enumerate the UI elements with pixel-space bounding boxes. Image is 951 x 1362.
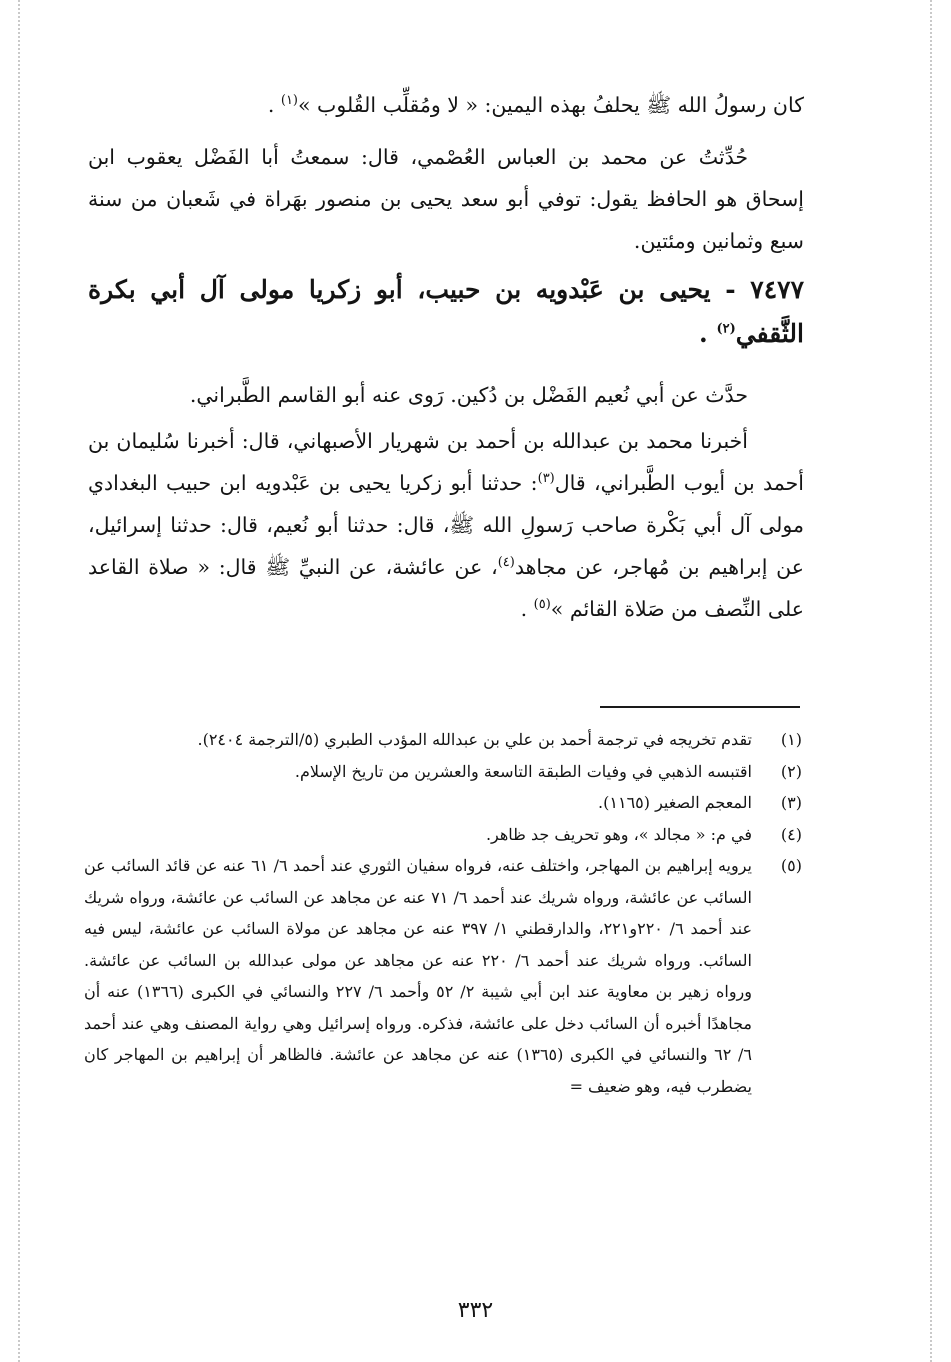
footnote — [84, 819, 802, 851]
paragraph-oath: كان رسولُ الله ﷺ يحلفُ بهذه اليمين: « لا ومُقلِّب القُلوب »$^{(١)}$ . — [267, 93, 804, 117]
footnote — [84, 756, 802, 788]
paragraph-narration: حدَّث عن أبي نُعيم الفَضْل بن دُكين. رَوى عنه أبو القاسم الطَّبراني. — [189, 383, 748, 407]
entry-heading: ٧٤٧٧ - يحيى بن عَبْدويه بن حبيب، أبو زكريا مولى آل أبي بكرة الثَّقفي$^{(٢)}$ . — [88, 275, 804, 348]
page-edge-right — [930, 0, 932, 1362]
paragraph-isnad: أخبرنا محمد بن عبدالله بن أحمد بن شهريار الأصبهاني، قال: أخبرنا سُليمان بن أحمد بن أيوب الطَّبراني، قال$^{(٣)}$: حدثنا أبو زكريا يحيى بن عَبْدويه ابن حبيب البغدادي مولى آل أبي بَكْرة صاحب رَسولِ الله ﷺ، قال: حدثنا أبو نُعيم، قال: حدثنا إسرائيل، عن إبراهيم بن مُهاجر، عن مجاهد$^{(٤)}$، عن عائشة، عن النبيِّ ﷺ قال: « صلاة القاعد على النِّصف من صَلاة القائم »$^{(٥)}$ . — [88, 429, 805, 621]
footnote-number: (٥) — [780, 856, 802, 875]
footnote-text: المعجم الصغير (١١٦٥). — [598, 793, 752, 812]
main-text — [88, 84, 804, 630]
page-number: ٣٣٢ — [457, 1298, 494, 1323]
footnote-text: في م: « مجالد »، وهو تحريف جد ظاهر. — [485, 824, 752, 844]
footnote-number: (١) — [780, 730, 802, 749]
footnote-divider — [600, 706, 800, 708]
footnote-number: (٣) — [780, 793, 802, 812]
footnote-number: (٤) — [780, 824, 802, 844]
footnote — [84, 850, 802, 1102]
footnote-text: يرويه إبراهيم بن المهاجر، واختلف عنه، فرواه سفيان الثوري عند أحمد ٦/ ٦١ عنه عن قائد السائب عن السائب عن عائشة، ورواه شريك عند أحمد ٦/ ٧١ عنه عن مجاهد عن السائب عن عائشة، ورواه شريك عند أحمد ٦/ ٢٢٠و٢٢١، والدارقطني ١/ ٣٩٧ عنه عن مجاهد عن مولاة السائب عن عائشة، ليس فيه السائب. ورواه شريك عند أحمد ٦/ ٢٢٠ عنه عن مجاهد عن مولى عبدالله بن السائب عن عائشة. ورواه زهير بن معاوية عند ابن أبي شيبة ٢/ ٥٢ وأحمد ٦/ ٢٢٧ والنسائي في الكبرى (١٣٦٦) عنه أن مجاهدًا أخبره أن السائب دخل على عائشة، فذكره. ورواه إسرائيل وهي رواية المصنف وهي عند أحمد ٦/ ٦٢ والنسائي في الكبرى (١٣٦٥) عنه عن مجاهد عن عائشة. فالظاهر أن إبراهيم بن المهاجر كان يضطرب فيه، وهو ضعيف = — [84, 856, 753, 1096]
paragraph-death-report: حُدِّثتُ عن محمد بن العباس العُصْمي، قال: سمعتُ أبا الفَضْل يعقوب ابن إسحاق هو الحافظ يقول: توفي أبو سعد يحيى بن منصور بهَراة في شَعبان من سنة سبع وثمانين ومئتين. — [88, 145, 804, 253]
footnote-ref-4: (٤) — [497, 555, 515, 571]
footnote-ref-2: (٢) — [716, 321, 736, 337]
page-edge-left — [18, 0, 20, 1362]
footnote-text: اقتبسه الذهبي في وفيات الطبقة التاسعة والعشرين من تاريخ الإسلام. — [294, 761, 752, 781]
footnote-ref-5: (٥) — [533, 597, 551, 613]
footnote-ref-1: (١) — [280, 93, 298, 109]
footnote — [84, 724, 802, 756]
footnote-text: تقدم تخريجه في ترجمة أحمد بن علي بن عبدالله المؤدب الطبري (٥/الترجمة ٢٤٠٤). — [197, 730, 752, 749]
footnote — [84, 787, 802, 819]
footnote-ref-3: (٣) — [537, 471, 555, 487]
footnotes — [84, 724, 802, 1102]
footnote-number: (٢) — [780, 761, 802, 781]
